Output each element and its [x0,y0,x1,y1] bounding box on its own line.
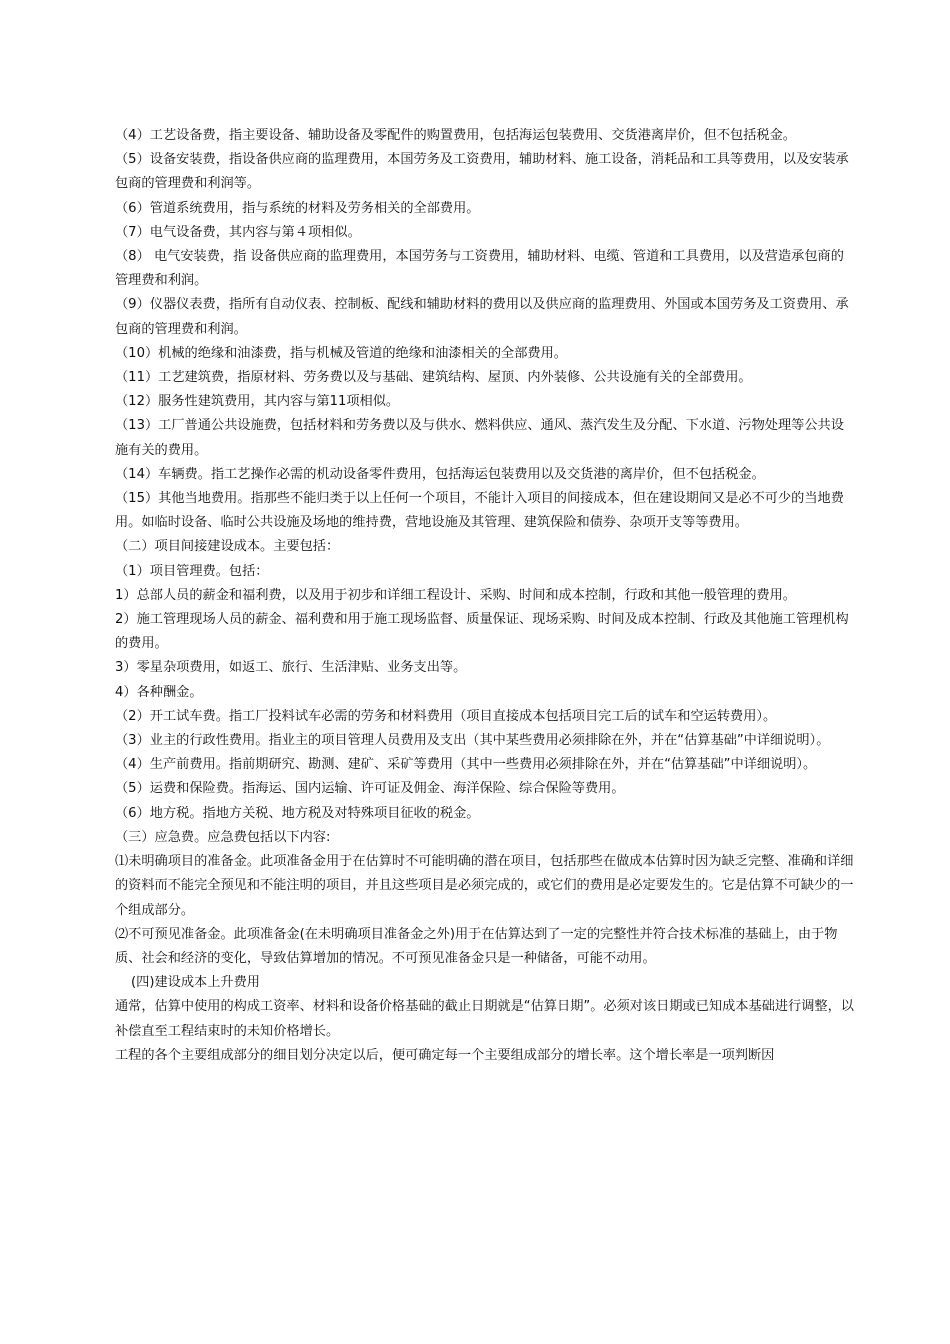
paragraph-growth-rate: 工程的各个主要组成部分的细目划分决定以后，便可确定每一个主要组成部分的增长率。这个增长率是一项判断因 [115,1047,775,1063]
section-heading-cost-escalation: (四)建设成本上升费用 [131,975,260,991]
paragraph-estimate-date: 通常，估算中使用的构成工资率、材料和设备价格基础的截止日期就是“估算日期”。必须对该日期或已知成本基础进行调整，以补偿直至工程结束时的未知价格增长。 [115,999,854,1039]
paragraph-electrical-installation: （8） 电气安装费，指 设备供应商的监理费用，本国劳务与工资费用，辅助材料、电缆、管道和工具费用，以及营造承包商的管理费和利润。 [115,249,844,289]
section-heading-contingency: （三）应急费。应急费包括以下内容: [115,829,331,845]
paragraph-equipment-cost: （4）工艺设备费，指主要设备、辅助设备及零配件的购置费用，包括海运包装费用、交货港离岸价，但不包括税金。 [115,128,796,143]
paragraph-process-building: （11）工艺建筑费，指原材料、劳务费以及与基础、建筑结构、屋顶、内外装修、公共设施有关的全部费用。 [115,370,752,386]
list-item-site-management: 2）施工管理现场人员的薪金、福利费和用于施工现场监督、质量保证、现场采购、时间及成本控制、行政及其他施工管理机构的费用。 [115,612,849,652]
paragraph-other-local-costs: （15）其他当地费用。指那些不能归类于以上任何一个项目，不能计入项目的间接成本，但在建设期间又是必不可少的当地费用。如临时设备、临时公共设施及场地的维持费，营地设施及其管理、建筑保险和债券、杂项开支等等费用。 [115,491,844,531]
paragraph-vehicles: （14）车辆费。指工艺操作必需的机动设备零件费用，包括海运包装费用以及交货港的离岸价，但不包括税金。 [115,466,765,482]
paragraph-freight-insurance: （5）运费和保险费。指海运、国内运输、许可证及佣金、海洋保险、综合保险等费用。 [115,781,625,797]
paragraph-owner-admin: （3）业主的行政性费用。指业主的项目管理人员费用及支出（其中某些费用必须排除在外，并在“估算基础”中详细说明）。 [115,733,830,749]
section-heading-indirect-costs: （二）项目间接建设成本。主要包括： [115,539,340,555]
paragraph-preproduction: （4）生产前费用。指前期研究、勘测、建矿、采矿等费用（其中一些费用必须排除在外，并在“估算基础”中详细说明）。 [115,757,817,773]
paragraph-commissioning: （2）开工试车费。指工厂投料试车必需的劳务和材料费用（项目直接成本包括项目完工后的试车和空运转费用）。 [115,708,777,724]
list-item-miscellaneous: 3）零星杂项费用，如返工、旅行、生活津贴、业务支出等。 [115,660,467,676]
paragraph-piping-system: （6）管道系统费用，指与系统的材料及劳务相关的全部费用。 [115,200,480,216]
paragraph-equipment-installation: （5）设备安装费，指设备供应商的监理费用，本国劳务及工资费用，辅助材料、施工设备，消耗品和工具等费用，以及安装承包商的管理费和利润等。 [115,152,849,192]
paragraph-instruments: （9）仪器仪表费，指所有自动仪表、控制板、配线和辅助材料的费用以及供应商的监理费用、外国或本国劳务及工资费用、承包商的管理费和利润。 [115,297,849,337]
paragraph-electrical-equipment: （7）电气设备费，其内容与第４项相似。 [115,224,361,240]
paragraph-service-building: （12）服务性建筑费用，其内容与第11项相似。 [115,394,400,410]
paragraph-public-facilities: （13）工厂普通公共设施费，包括材料和劳务费以及与供水、燃料供应、通风、蒸汽发生及分配、下水道、污物处理等公共设施有关的费用。 [115,418,844,458]
paragraph-unforeseen-reserve: ⑵不可预见准备金。此项准备金(在未明确项目准备金之外)用于在估算达到了一定的完整性并符合技术标准的基础上，由于物质、社会和经济的变化，导致估算增加的情况。不可预见准备金只是一种储备，可能不动用。 [115,926,838,966]
paragraph-undefined-reserve: ⑴未明确项目的准备金。此项准备金用于在估算时不可能明确的潜在项目，包括那些在做成本估算时因为缺乏完整、准确和详细的资料而不能完全预见和不能注明的项目，并且这些项目是必须完成的，或它们的费用是必定要发生的。它是估算不可缺少的一个组成部分。 [115,854,854,918]
paragraph-project-management: （1）项目管理费。包括： [115,563,269,579]
paragraph-local-taxes: （6）地方税。指地方关税、地方税及对特殊项目征收的税金。 [115,805,480,821]
list-item-headquarters-staff: 1）总部人员的薪金和福利费，以及用于初步和详细工程设计、采购、时间和成本控制，行政和其他一般管理的费用。 [115,587,796,603]
list-item-fees: 4）各种酬金。 [115,684,203,700]
paragraph-insulation-painting: （10）机械的绝缘和油漆费，指与机械及管道的绝缘和油漆相关的全部费用。 [115,345,567,361]
document-body [115,124,855,1068]
